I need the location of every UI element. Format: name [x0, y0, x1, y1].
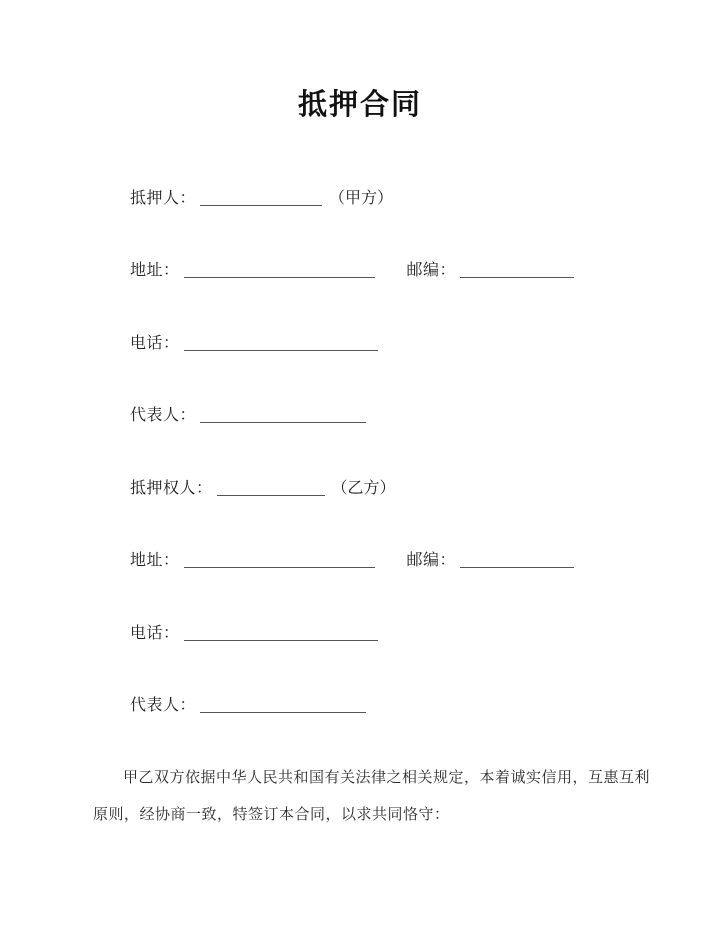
party-b-phone-row: [130, 623, 378, 645]
document-title: 抵押合同: [297, 89, 422, 121]
party-b-representative-blank[interactable]: [200, 696, 366, 713]
party-b-name-blank[interactable]: [217, 479, 325, 496]
party-a-postcode-label: 邮编：: [406, 262, 457, 279]
party-a-phone-blank[interactable]: [184, 334, 378, 351]
party-a-representative-row: [130, 405, 366, 427]
party-b-address-row: [130, 550, 574, 572]
intro-paragraph-line-2: 原则，经协商一致，特签订本合同，以求共同恪守：: [93, 806, 450, 823]
party-b-address-label: 地址：: [130, 552, 180, 569]
party-b-postcode-blank[interactable]: [460, 551, 574, 568]
party-a-name-row: [130, 188, 393, 210]
party-a-postcode-blank[interactable]: [460, 261, 574, 278]
party-a-name-blank[interactable]: [200, 189, 322, 206]
intro-paragraph-line-1: 甲乙双方依据中华人民共和国有关法律之相关规定，本着诚实信用，互惠互利: [123, 769, 651, 786]
party-a-address-row: [130, 260, 574, 282]
party-b-postcode-label: 邮编：: [406, 552, 457, 569]
party-a-designation: （甲方）: [329, 190, 394, 207]
party-b-representative-row: [130, 695, 366, 717]
party-b-address-blank[interactable]: [184, 551, 375, 568]
party-b-name-label: 抵押权人：: [130, 480, 213, 497]
party-a-address-blank[interactable]: [184, 261, 375, 278]
party-a-phone-row: [130, 333, 378, 355]
party-a-phone-label: 电话：: [130, 335, 180, 352]
party-a-address-label: 地址：: [130, 262, 180, 279]
party-b-representative-label: 代表人：: [130, 697, 197, 714]
party-b-designation: （乙方）: [331, 480, 396, 497]
party-a-name-label: 抵押人：: [130, 190, 197, 207]
party-b-name-row: [130, 478, 396, 500]
party-a-representative-blank[interactable]: [200, 406, 366, 423]
party-b-phone-blank[interactable]: [184, 624, 378, 641]
party-a-representative-label: 代表人：: [130, 407, 197, 424]
party-b-phone-label: 电话：: [130, 625, 180, 642]
